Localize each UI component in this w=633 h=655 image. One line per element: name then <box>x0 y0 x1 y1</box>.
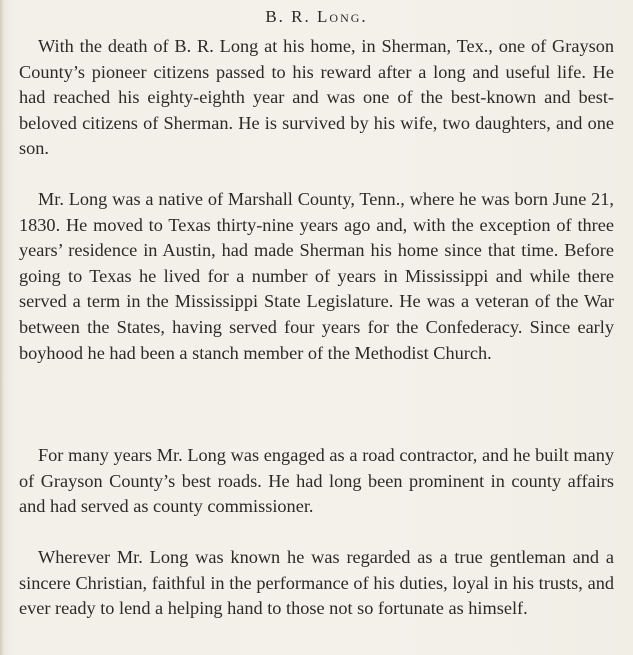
article-paragraph: With the death of B. R. Long at his home, in Sherman, Tex., one of Grayson County’s pioneer citizens passed to his reward after a long and useful life. He had reached his eighty-eighth year and was one of the best-known and best-beloved citizens of Sherman. He is survived by his wife, two daughters, and one son. <box>19 36 614 159</box>
article-paragraph: Wherever Mr. Long was known he was regarded as a true gentleman and a sincere Christian, faithful in the performance of his duties, loyal in his trusts, and ever ready to lend a helping hand to those not so fortunate as himself. <box>19 547 614 619</box>
page-spine-shadow <box>0 0 4 655</box>
article-title: B. R. Long. <box>265 7 368 26</box>
article-paragraph: For many years Mr. Long was engaged as a road contractor, and he built many of Grayson County’s best roads. He had long been prominent in county affairs and had served as county commissioner. <box>19 445 614 517</box>
article-paragraph: Mr. Long was a native of Marshall County, Tenn., where he was born June 21, 1830. He moved to Texas thirty-nine years ago and, with the exception of three years’ residence in Austin, had made Sherman his home since that time. Before going to Texas he lived for a number of years in Mississippi and while there served a term in the Mississippi State Legislature. He was a veteran of the War between the States, having served four years for the Confederacy. Since early boyhood he had been a stanch member of the Methodist Church. <box>19 189 614 363</box>
